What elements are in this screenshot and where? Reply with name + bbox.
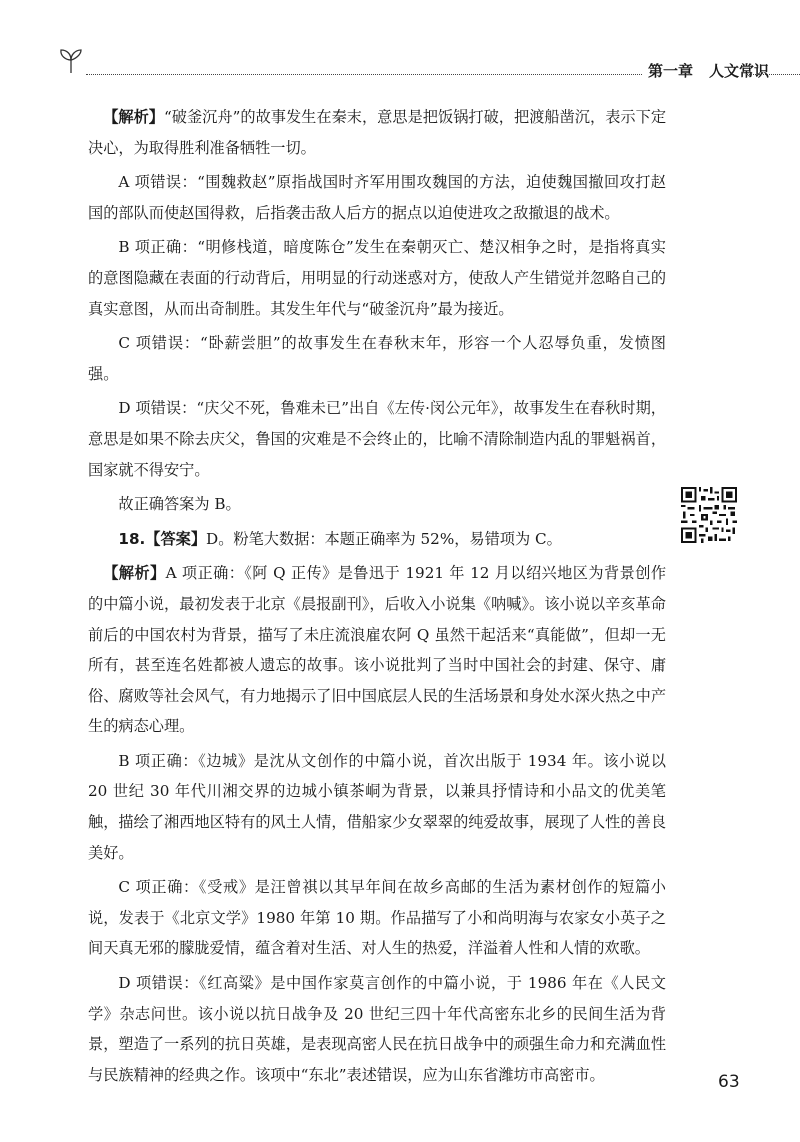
paragraph [88, 746, 666, 868]
paragraph [88, 328, 666, 389]
running-header [52, 46, 770, 86]
paragraph-text: D 项错误：《红高粱》是中国作家莫言创作的中篇小说，于 1986 年在《人民文学》杂志问世。该小说以抗日战争及 20 世纪三四十年代高密东北乡的民间生活为背景，塑造了一系列的抗日英雄，是表现高密人民在抗日战争中的顽强生命力和充满血性与民族精神的经典之作。该项中“东北”表述错误，应为山东省潍坊市高密市。 [88, 974, 666, 1084]
paragraph [88, 232, 666, 324]
paragraph-text: A 项正确：《阿 Q 正传》是鲁迅于 1921 年 12 月以绍兴地区为背景创作的中篇小说，最初发表于北京《晨报副刊》，后收入小说集《呐喊》。该小说以辛亥革命前后的中国农村为背景，描写了未庄流浪雇农阿 Q 虽然干起活来“真能做”，但却一无所有，甚至连名姓都被人遗忘的故事。该小说批判了当时中国社会的封建、保守、庸俗、腐败等社会风气，有力地揭示了旧中国底层人民的生活场景和身处水深火热之中产生的病态心理。 [88, 564, 667, 736]
paragraph-text: C 项错误：“卧薪尝胆”的故事发生在春秋末年，形容一个人忍辱负重，发愤图强。 [88, 334, 666, 383]
paragraph [88, 489, 666, 520]
paragraph-text: C 项正确：《受戒》是汪曾祺以其早年间在故乡高邮的生活为素材创作的短篇小说，发表于《北京文学》1980 年第 10 期。作品描写了小和尚明海与农家女小英子之间天真无邪的朦胧爱情，蕴含着对生活、对人生的热爱，洋溢着人性和人情的欢歌。 [88, 878, 666, 958]
paragraph [88, 872, 666, 964]
paragraph-text: A 项错误：“围魏救赵”原指战国时齐军用围攻魏国的方法，迫使魏国撤回攻打赵国的部队而使赵国得救，后指袭击敌人后方的据点以迫使进攻之敌撤退的战术。 [88, 173, 666, 222]
paragraph [88, 968, 666, 1090]
chapter-heading [648, 60, 769, 81]
paragraph-text: B 项正确：“明修栈道，暗度陈仓”发生在秦朝灭亡、楚汉相争之时，是指将真实的意图隐藏在表面的行动背后，用明显的行动迷惑对方，使敌人产生错觉并忽略自己的真实意图，从而出奇制胜。其发生年代与“破釜沉舟”最为接近。 [88, 238, 666, 318]
answer-text: D。粉笔大数据：本题正确率为 52%，易错项为 C。 [206, 529, 562, 548]
chapter-title: 人文常识 [709, 62, 770, 80]
leaf-icon [56, 46, 86, 76]
page-number: 63 [718, 1072, 740, 1092]
answer-line [88, 524, 666, 555]
qr-code-icon[interactable] [681, 487, 737, 543]
paragraph [88, 393, 666, 485]
page-body [88, 102, 666, 1094]
paragraph-text: D 项错误：“庆父不死，鲁难未已”出自《左传·闵公元年》，故事发生在春秋时期，意思是如果不除去庆父，鲁国的灾难是不会终止的，比喻不清除制造内乱的罪魁祸首，国家就不得安宁。 [88, 399, 666, 479]
paragraph-tag: 【解析】 [103, 108, 164, 126]
paragraph-tag: 【解析】 [103, 564, 166, 583]
paragraph [88, 167, 666, 228]
paragraph [88, 558, 666, 742]
header-rule [86, 74, 642, 75]
paragraph-text: “破釜沉舟”的故事发生在秦末，意思是把饭锅打破，把渡船凿沉，表示下定决心，为取得胜利准备牺牲一切。 [88, 108, 667, 157]
header-rule-right [746, 74, 800, 75]
chapter-number: 第一章 [648, 62, 694, 80]
paragraph-text: 故正确答案为 B。 [118, 495, 241, 514]
answer-tag: 18.【答案】 [118, 529, 207, 548]
paragraph [88, 102, 666, 163]
paragraph-text: B 项正确：《边城》是沈从文创作的中篇小说，首次出版于 1934 年。该小说以 20 世纪 30 年代川湘交界的边城小镇茶峒为背景，以兼具抒情诗和小品文的优美笔触，描绘了湘西地区特有的风土人情，借船家少女翠翠的纯爱故事，展现了人性的善良美好。 [88, 751, 666, 862]
